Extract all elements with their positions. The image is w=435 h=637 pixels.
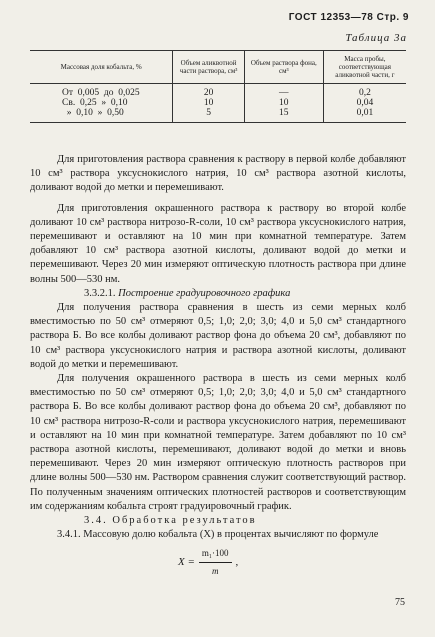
formula-fraction [199, 546, 232, 577]
table-cell: 0,04 [323, 98, 406, 108]
column-header: Объем раствора фона, см³ [244, 51, 323, 84]
table-cell: 20 [173, 84, 244, 99]
table-cell: Св. 0,25 » 0,10 [62, 98, 128, 108]
paragraph: Для приготовления окрашенного раствора к раствору во второй колбе доливают 10 см³ раствора нитрозо-R-соли, 10 см³ раствора уксуснокислого натрия, перемешивают и оставляют на 10 мин при комнатной температуре. Затем добавляют 10 см³ раствора азотной кислоты, доливают водой до метки и перемешивают. Через 20 мин измеряют оптическую плотность раствора при длине волны 500—530 нм. [30, 202, 406, 285]
document-header: ГОСТ 12353—78 Стр. 9 [288, 12, 409, 23]
table-caption: Таблица 3а [345, 32, 407, 44]
table-cell: 5 [173, 108, 244, 123]
table-cell: » 0,10 » 0,50 [30, 108, 173, 123]
page-number: 75 [395, 597, 405, 608]
table-row [30, 84, 406, 99]
paragraph: Для приготовления раствора сравнения к раствору в первой колбе добавляют 10 см³ раствора уксуснокислого натрия, 10 см³ раствора азотной кислоты, доливают водой до метки и перемешивают. [30, 154, 406, 194]
formula-numerator: m₁·100 [199, 546, 232, 562]
formula-tail: , [235, 556, 239, 569]
table-cell: 15 [244, 108, 323, 123]
table-row [30, 108, 406, 123]
formula [178, 546, 406, 577]
column-header: Объем аликвотной части раствора, см³ [173, 51, 244, 84]
table-cell: От 0,005 до 0,025 [62, 88, 140, 98]
table-cell: — [244, 84, 323, 99]
section-number: 3.3.2.1. [84, 287, 116, 299]
body-text [30, 153, 406, 578]
table-cell: 10 [244, 98, 323, 108]
table-cell: 0,01 [323, 108, 406, 123]
section-heading [30, 287, 406, 301]
section-title: Построение градуировочного графика [118, 287, 291, 299]
data-table [30, 50, 406, 123]
table-cell: 10 [173, 98, 244, 108]
paragraph: Для получения раствора сравнения в шесть из семи мерных колб вместимостью по 50 см³ отмеряют 0,5; 1,0; 2,0; 3,0; 4,0 и 5,0 см³ стандартного раствора Б. Во все колбы доливают раствор фона до объема 20 см³, добавляют по 10 см³ раствора уксуснокислого натрия и раствора азотной кислоты, доливают водой до метки и перемешивают. [30, 302, 406, 370]
column-header: Массовая доля кобальта, % [30, 51, 173, 84]
section-heading: 3.4. Обработка результатов [84, 515, 257, 527]
table-header-row [30, 51, 406, 84]
paragraph: Для получения окрашенного раствора в шесть из семи мерных колб вместимостью по 50 см³ отмеряют 0,5; 1,0; 2,0; 3,0; 4,0 и 5,0 см³ стандартного раствора Б. Во все колбы доливают раствор фона до объема 20 см³, добавляют по 10 см³ раствора нитрозо-R-соли и раствора уксуснокислого натрия, перемешивают и оставляют на 10 мин при комнатной температуре. Затем добавляют по 10 см³ раствора азотной кислоты, перемешивают, доливают водой до метки и вновь перемешивают. Через 20 мин измеряют оптическую плотность растворов при длине волны 500—530 нм. Раствором сравнения служит соответствующий раствор. По полученным значениям оптических плотностей растворов и соответствующим им содержаниям кобальта строят градуировочный график. [30, 373, 406, 512]
table-row [30, 98, 406, 108]
formula-denominator: m [211, 565, 219, 576]
formula-lhs: X = [178, 556, 195, 569]
column-header: Масса пробы, соответствующая аликвотной части, г [323, 51, 406, 84]
table-cell: 0,2 [323, 84, 406, 99]
paragraph: 3.4.1. Массовую долю кобальта (X) в процентах вычисляют по формуле [57, 529, 379, 541]
